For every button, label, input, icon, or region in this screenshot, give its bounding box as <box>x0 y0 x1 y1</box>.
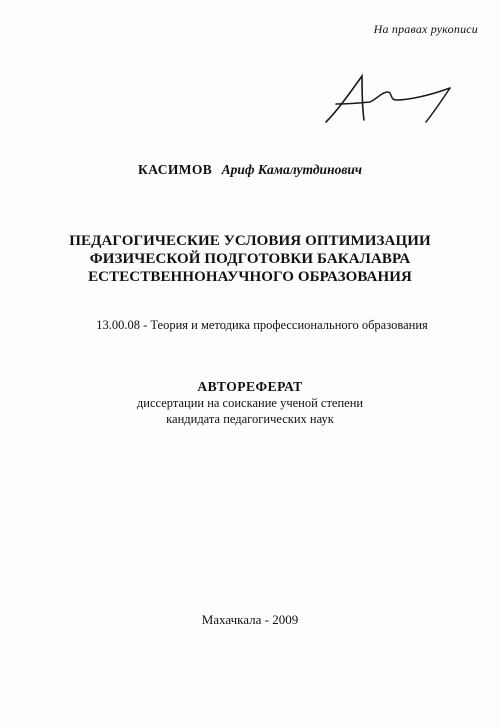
city-year: Махачкала - 2009 <box>201 612 299 627</box>
title-line: ЕСТЕСТВЕННОНАУЧНОГО ОБРАЗОВАНИЯ <box>88 269 412 285</box>
author-surname: КАСИМОВ <box>138 162 213 177</box>
abstract-line: диссертации на соискание ученой степени <box>136 396 364 410</box>
title-line: ПЕДАГОГИЧЕСКИЕ УСЛОВИЯ ОПТИМИЗАЦИИ <box>69 233 431 249</box>
author-given-names: Ариф Камалутдинович <box>221 162 362 177</box>
author-name <box>0 162 500 178</box>
abstract-line: кандидата педагогических наук <box>166 412 334 426</box>
title-line: ФИЗИЧЕСКОЙ ПОДГОТОВКИ БАКАЛАВРА <box>89 251 411 267</box>
abstract-label: АВТОРЕФЕРАТ <box>197 379 303 394</box>
handwritten-signature <box>318 70 468 130</box>
rights-note: На правах рукописи <box>373 22 478 36</box>
abstract-block <box>0 378 500 427</box>
specialty-code: 13.00.08 - Теория и методика профессионального образования <box>96 318 428 332</box>
dissertation-title <box>40 232 460 286</box>
